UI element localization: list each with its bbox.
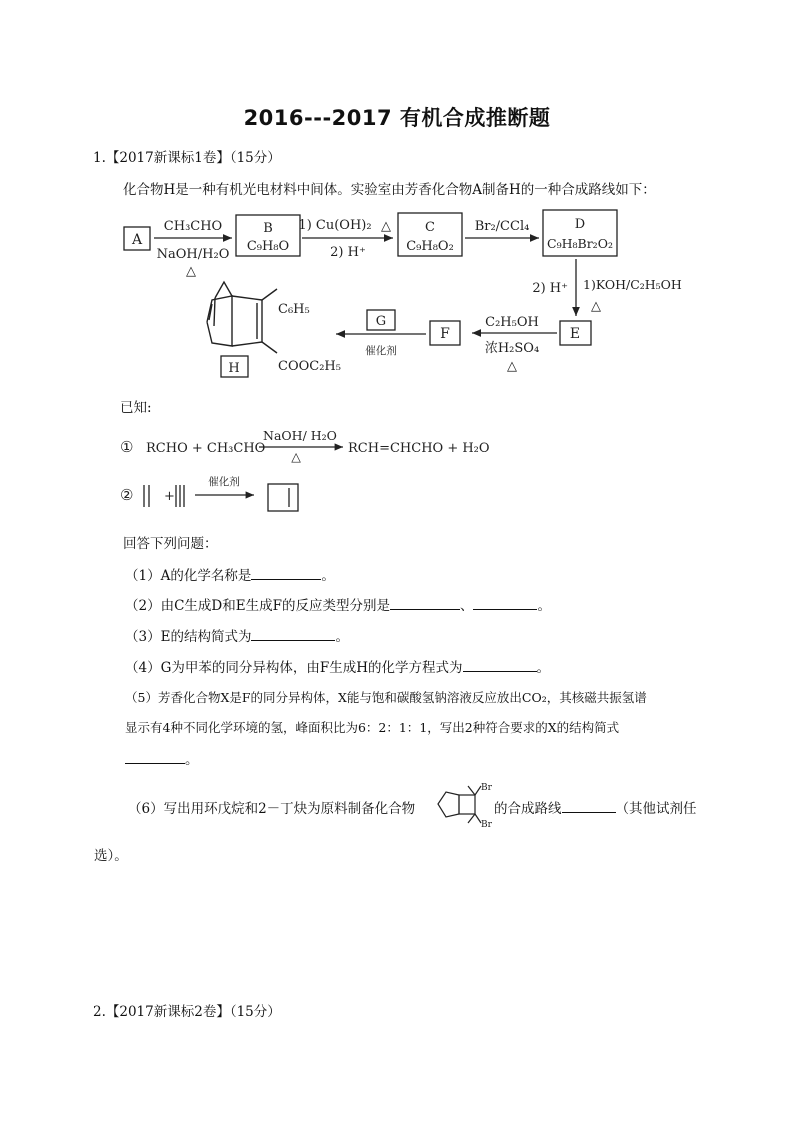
part-2-text: （2）由C生成D和E生成F的反应类型分别是 [125,598,390,614]
question-1-header: 1.【2017新课标1卷】（15分） [93,150,281,166]
h-substituent-phenyl: C₆H₅ [278,302,310,317]
known-2-catalyst: 催化剂 [208,476,240,488]
answer-blank[interactable] [562,800,616,813]
bromine-label-bottom: Br [481,820,492,830]
part-6-target-structure [432,778,502,830]
known-2-plus: + [164,489,175,504]
synthesis-scheme [115,203,715,383]
r4-left-label: 2) H⁺ [532,281,568,296]
r3-top-label: Br₂/CCl₄ [474,219,530,234]
known-1-reactants: RCHO + CH₃CHO [146,441,266,456]
part-3-text: （3）E的结构简式为 [125,629,252,645]
r1-top-label: CH₃CHO [163,219,223,234]
heat-icon: △ [186,264,196,279]
part-4 [125,656,550,676]
known-2-number: ② [120,486,134,504]
question-1-intro: 化合物H是一种有机光电材料中间体。实验室由芳香化合物A制备H的一种合成路线如下： [123,182,656,198]
known-label: 已知: [120,400,152,416]
answer-intro: 回答下列问题： [123,536,218,552]
compound-g-label: G [375,314,387,329]
part-1-end: 。 [321,568,335,584]
part-2 [125,594,551,614]
compound-d-label: D [574,217,586,232]
compound-a-label: A [131,232,143,248]
question-2-header: 2.【2017新课标2卷】（15分） [93,1004,281,1020]
known-2-diene [144,485,149,507]
compound-h-structure [207,282,277,353]
part-4-text: （4）G为甲苯的同分异构体，由F生成H的化学方程式为 [125,660,463,676]
part-6-route-text: 的合成路线 [494,801,562,817]
answer-blank[interactable] [125,751,185,764]
known-reactions [115,422,535,514]
known-1-products: RCH=CHCHO + H₂O [348,441,490,456]
part-1-text: （1）A的化学名称是 [125,568,252,584]
r2-top-label: 1) Cu(OH)₂ [298,218,372,233]
r4-right-label: 1)KOH/C₂H₅OH [583,277,682,292]
answer-blank[interactable] [473,597,537,610]
heat-icon: △ [291,449,301,464]
known-1-number: ① [120,438,134,456]
compound-c-formula: C₉H₈O₂ [406,239,454,254]
part-2-sep: 、 [459,598,474,614]
answer-blank[interactable] [251,628,335,641]
r2-bottom-label: 2) H⁺ [330,245,366,260]
compound-e-label: E [569,326,581,342]
part-3-end: 。 [335,629,349,645]
page-title: 2016---2017 有机合成推断题 [243,106,551,130]
bromine-label-top: Br [481,783,492,793]
part-1 [125,564,335,584]
heat-icon: △ [591,299,601,314]
compound-h-label: H [228,361,240,376]
r5-bottom-label: 浓H₂SO₄ [484,341,540,356]
compound-d-formula: C₉H₈Br₂O₂ [547,236,613,251]
heat-icon: △ [381,219,391,234]
compound-b-formula: C₉H₈O [246,239,290,254]
r1-bottom-label: NaOH/H₂O [156,247,230,262]
part-4-end: 。 [536,660,551,676]
answer-blank[interactable] [390,597,460,610]
part-5-end: 。 [185,752,199,768]
known-2-product [268,484,298,511]
part-2-end: 。 [537,598,551,614]
part-6-text: （6）写出用环戊烷和2－丁炔为原料制备化合物 [128,801,416,817]
r5-top-label: C₂H₅OH [485,315,539,330]
compound-f-label: F [440,326,450,342]
known-2-alkyne [176,485,184,507]
r6-catalyst-label: 催化剂 [365,345,397,357]
answer-blank[interactable] [463,659,537,672]
part-6-line-2: 选）。 [94,848,128,864]
known-1-condition: NaOH/ H₂O [263,428,337,443]
heat-icon: △ [507,359,517,374]
part-5-line-2: 显示有4种不同化学环境的氢，峰面积比为6：2：1：1，写出2种符合要求的X的结构简式 [125,720,620,735]
part-5-line-1: （5）芳香化合物X是F的同分异构体，X能与饱和碳酸氢钠溶液反应放出CO₂，其核磁共振氢谱 [125,690,647,705]
compound-b-label: B [263,221,273,236]
part-6-tail: （其他试剂任 [615,801,697,817]
compound-c-label: C [425,220,435,235]
answer-blank[interactable] [251,567,321,580]
part-6-route [494,797,697,817]
part-3 [125,625,349,645]
part-5-line-3 [125,748,199,768]
h-substituent-ester: COOC₂H₅ [278,359,341,374]
